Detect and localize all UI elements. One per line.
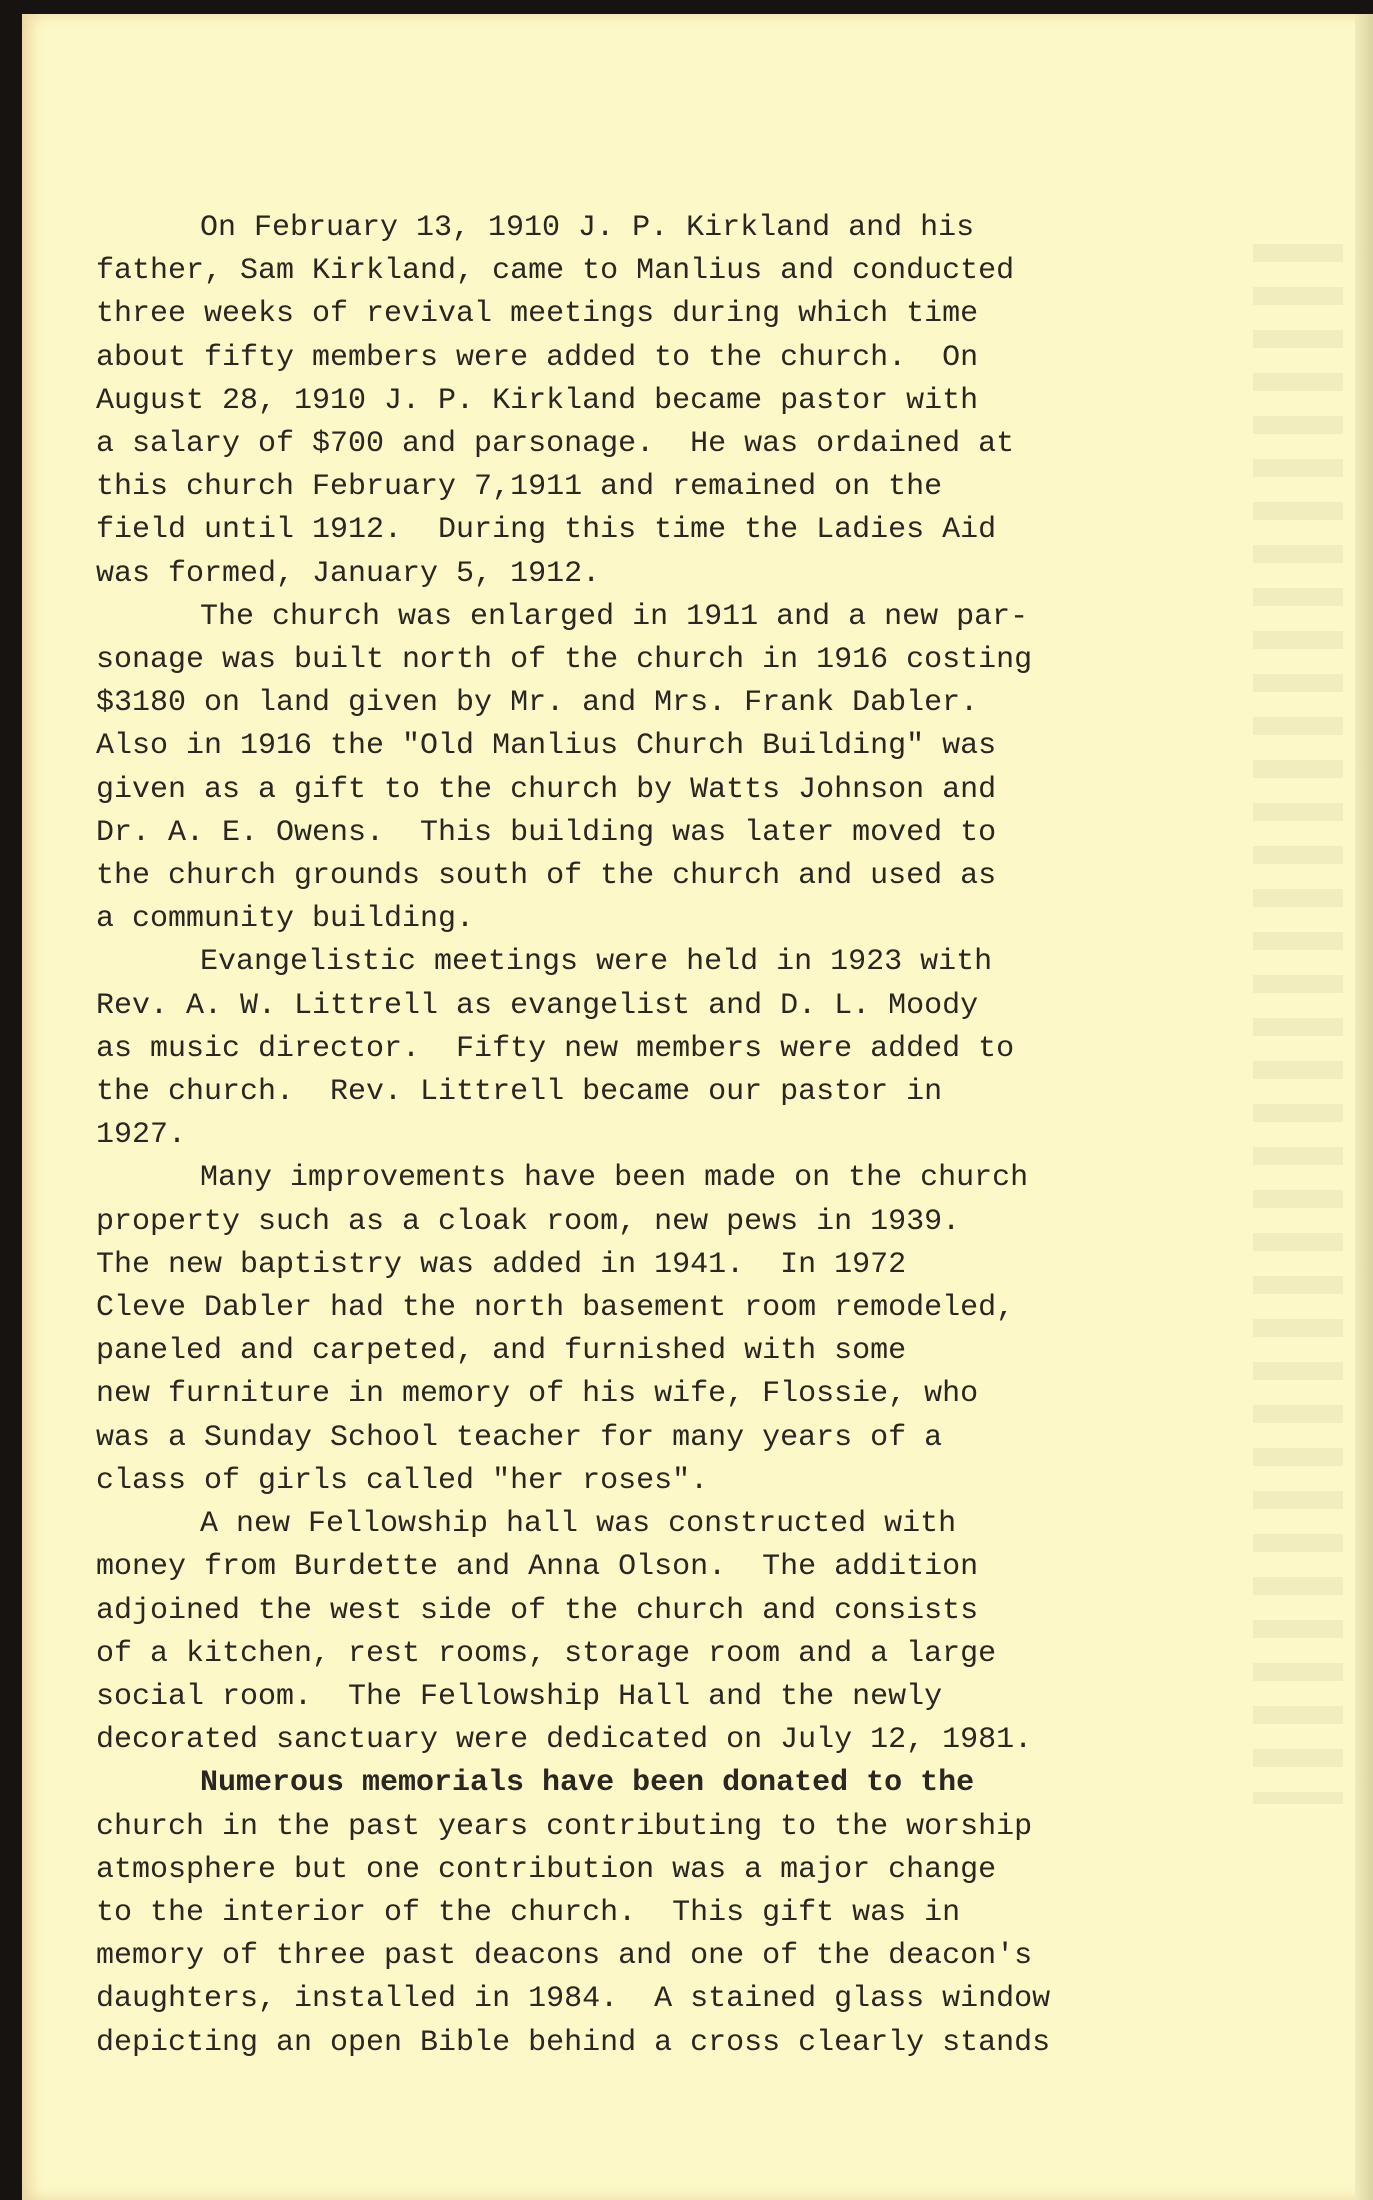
text-line: Numerous memorials have been donated to the [200, 1766, 975, 1801]
text-line: money from Burdette and Anna Olson. The addition [96, 1550, 979, 1585]
text-line: A new Fellowship hall was constructed with [200, 1507, 957, 1542]
text-line: $3180 on land given by Mr. and Mrs. Frank Dabler. [96, 686, 979, 721]
text-line: The church was enlarged in 1911 and a new par- [200, 599, 1029, 634]
text-line: a salary of $700 and parsonage. He was ordained at [96, 427, 1015, 462]
text-line: Dr. A. E. Owens. This building was later moved to [96, 815, 997, 850]
text-line: depicting an open Bible behind a cross clearly stands [96, 2025, 1051, 2060]
text-line: field until 1912. During this time the Ladies Aid [96, 513, 997, 548]
text-line: to the interior of the church. This gift was in [96, 1895, 961, 1930]
text-line: Cleve Dabler had the north basement room remodeled, [96, 1291, 1015, 1326]
text-line: class of girls called "her roses". [96, 1463, 709, 1498]
text-line: father, Sam Kirkland, came to Manlius and conducted [96, 254, 1015, 289]
text-line: August 28, 1910 J. P. Kirkland became pastor with [96, 383, 979, 418]
text-line: sonage was built north of the church in 1916 costing [96, 643, 1033, 678]
document-page [22, 14, 1373, 2200]
text-line: Also in 1916 the "Old Manlius Church Building" was [96, 729, 997, 764]
text-line: the church. Rev. Littrell became our pastor in [96, 1075, 943, 1110]
text-line: about fifty members were added to the church. On [96, 340, 979, 375]
text-line: new furniture in memory of his wife, Flossie, who [96, 1377, 979, 1412]
text-line: memory of three past deacons and one of the deacon's [96, 1939, 1033, 1974]
text-line: as music director. Fifty new members were added to [96, 1031, 1015, 1066]
text-line: church in the past years contributing to the worship [96, 1809, 1033, 1844]
text-line: social room. The Fellowship Hall and the newly [96, 1679, 943, 1714]
text-line: Rev. A. W. Littrell as evangelist and D. L. Moody [96, 988, 979, 1023]
text-line: given as a gift to the church by Watts Johnson and [96, 772, 997, 807]
text-line: paneled and carpeted, and furnished with some [96, 1334, 907, 1369]
text-line: decorated sanctuary were dedicated on July 12, 1981. [96, 1723, 1033, 1758]
text-line: On February 13, 1910 J. P. Kirkland and his [200, 211, 975, 245]
text-line: a community building. [96, 902, 475, 937]
text-line: adjoined the west side of the church and consists [96, 1593, 979, 1628]
text-line: daughters, installed in 1984. A stained glass window [96, 1982, 1051, 2017]
text-line: of a kitchen, rest rooms, storage room and a large [96, 1636, 997, 1671]
text-line: Evangelistic meetings were held in 1923 with [200, 945, 993, 980]
text-line: was formed, January 5, 1912. [96, 556, 601, 591]
text-line: Many improvements have been made on the church [200, 1161, 1029, 1196]
body-text [96, 207, 1356, 2065]
text-line: the church grounds south of the church and used as [96, 859, 997, 894]
text-line: The new baptistry was added in 1941. In 1972 [96, 1247, 907, 1282]
text-line: atmosphere but one contribution was a major change [96, 1852, 997, 1887]
text-line: was a Sunday School teacher for many years of a [96, 1420, 943, 1455]
text-line: this church February 7,1911 and remained on the [96, 470, 943, 505]
text-line: 1927. [96, 1118, 187, 1153]
text-line: property such as a cloak room, new pews in 1939. [96, 1204, 961, 1239]
page-edge [1355, 14, 1373, 2200]
text-line: three weeks of revival meetings during which time [96, 297, 979, 332]
